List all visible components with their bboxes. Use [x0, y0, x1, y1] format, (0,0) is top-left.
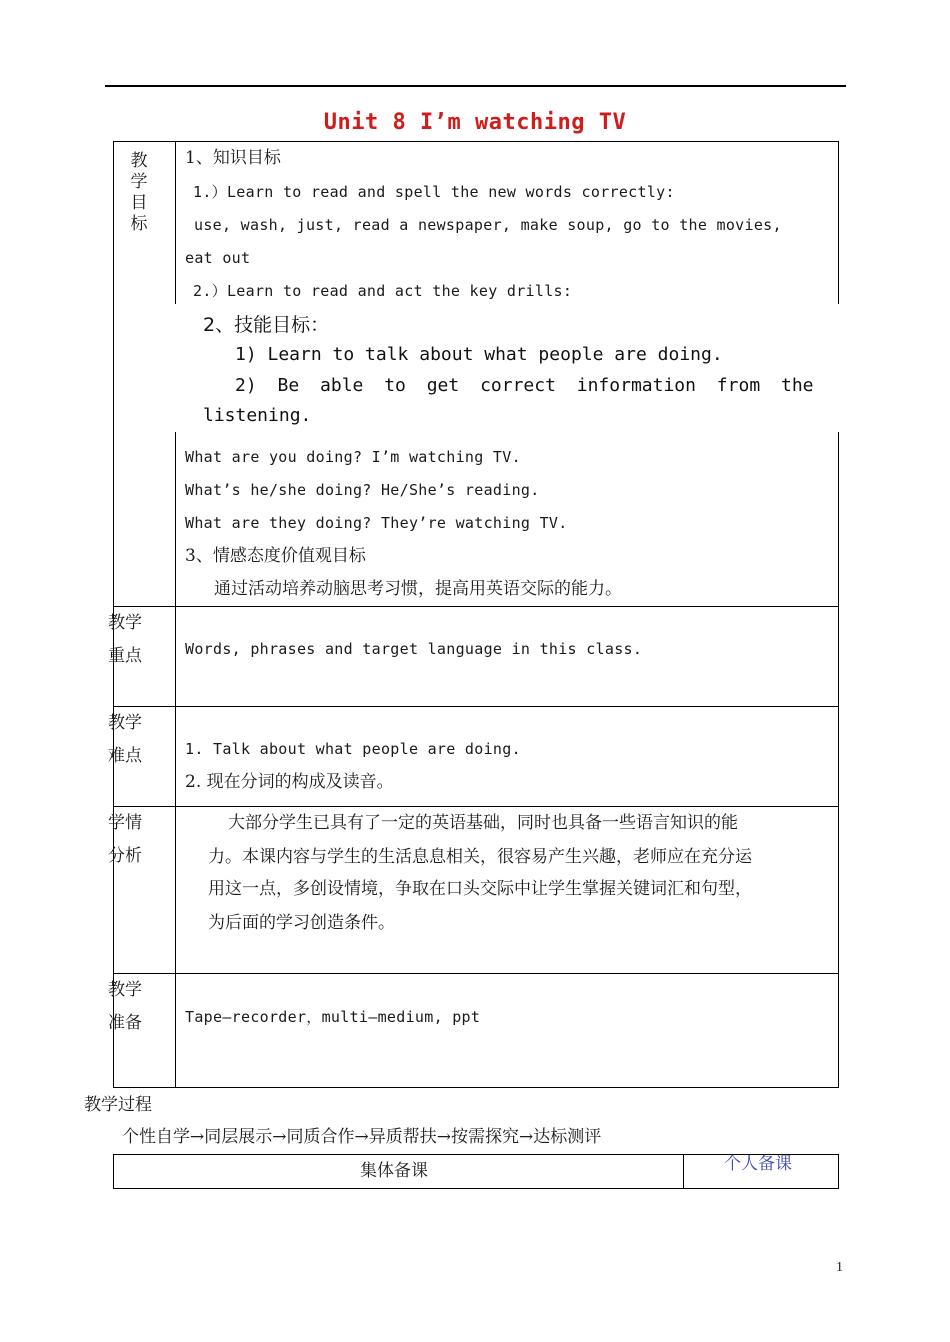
- analysis-label: 学情分析: [108, 813, 142, 866]
- knowledge-heading: 1、知识目标: [185, 148, 281, 168]
- preparation-text: Tape—recorder，multi—medium, ppt: [185, 1008, 481, 1026]
- key-points-label: 教学重点: [108, 613, 142, 666]
- analysis-line-3: 用这一点，多创设情境，争取在口头交际中让学生掌握关键词汇和句型，: [208, 879, 752, 899]
- vocab-line-1: use, wash, just, read a newspaper, make soup, go to the movies,: [194, 216, 782, 234]
- page-title: Unit 8 I’m watching TV: [323, 110, 627, 135]
- analysis-line-1: 大部分学生已具有了一定的英语基础，同时也具备一些语言知识的能: [228, 813, 738, 833]
- objective-item-1: 1.）Learn to read and spell the new words correctly:: [193, 183, 675, 201]
- analysis-line-4: 为后面的学习创造条件。: [208, 913, 395, 933]
- key-points-text: Words, phrases and target language in this class.: [185, 640, 643, 658]
- header-rule: [105, 85, 846, 87]
- drill-3: What are they doing? They’re watching TV.: [185, 514, 568, 532]
- skill-2a: 2) Be able to get correct information from the: [235, 375, 814, 396]
- skill-objectives-inset: [175, 304, 839, 432]
- skill-heading: 2、技能目标：: [203, 314, 330, 336]
- personal-prep-header: 个人备课: [724, 1154, 792, 1174]
- group-prep-header: 集体备课: [360, 1161, 428, 1181]
- difficulty-2: 2. 现在分词的构成及读音。: [185, 772, 394, 792]
- page-number: 1: [836, 1260, 843, 1275]
- emotion-heading: 3、情感态度价值观目标: [185, 546, 366, 566]
- objective-item-2: 2.）Learn to read and act the key drills:: [193, 282, 573, 300]
- drill-1: What are you doing? I’m watching TV.: [185, 448, 521, 466]
- process-flow: 个性自学→同层展示→同质合作→异质帮扶→按需探究→达标测评: [122, 1127, 602, 1147]
- process-label: 教学过程: [84, 1095, 152, 1115]
- vocab-line-2: eat out: [185, 249, 251, 267]
- skill-1: 1) Learn to talk about what people are doing.: [235, 344, 723, 365]
- emotion-text: 通过活动培养动脑思考习惯，提高用英语交际的能力。: [214, 579, 622, 599]
- difficulty-1: 1. Talk about what people are doing.: [185, 740, 521, 758]
- difficulties-label: 教学难点: [108, 713, 142, 766]
- drill-2: What’s he/she doing? He/She’s reading.: [185, 481, 540, 499]
- skill-2b: listening.: [203, 405, 312, 426]
- analysis-line-2: 力。本课内容与学生的生活息息相关，很容易产生兴趣，老师应在充分运: [208, 847, 752, 867]
- objectives-label: 教学目标: [130, 151, 148, 234]
- preparation-label: 教学准备: [108, 980, 142, 1033]
